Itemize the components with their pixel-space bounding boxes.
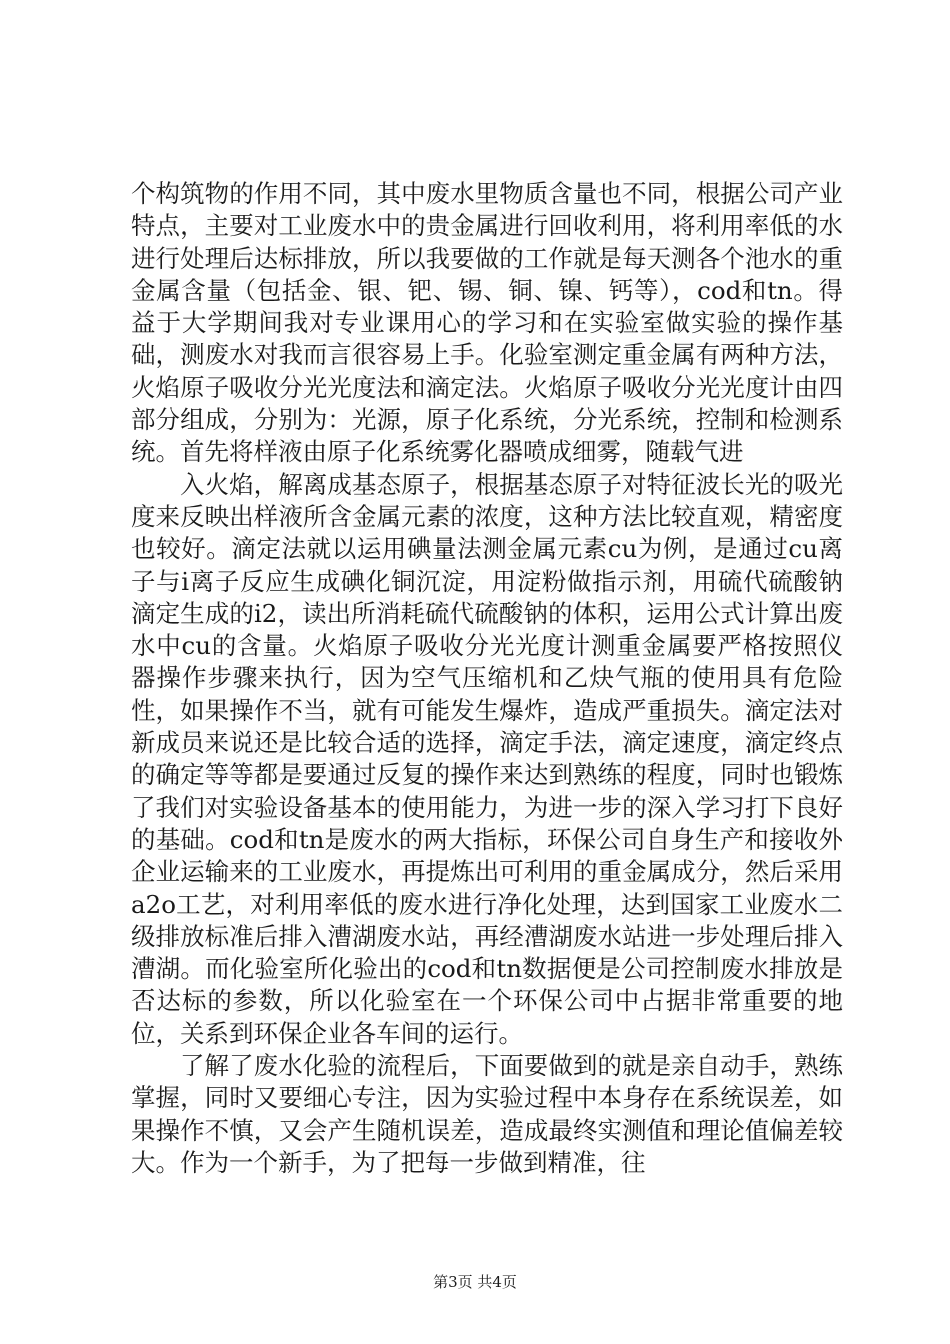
paragraph-1: 个构筑物的作用不同，其中废水里物质含量也不同，根据公司产业特点，主要对工业废水中的贵金属进行回收利用，将利用率低的水进行处理后达标排放，所以我要做的工作就是每天测各个池水的重金属含量（包括金、银、钯、锡、铜、镍、钙等），cod和tn。得益于大学期间我对专业课用心的学习和在实验室做实验的操作基础，测废水对我而言很容易上手。化验室测定重金属有两种方法，火焰原子吸收分光光度法和滴定法。火焰原子吸收分光光度计由四部分组成，分别为：光源，原子化系统，分光系统，控制和检测系统。首先将样液由原子化系统雾化器喷成细雾，随载气进 [131, 179, 843, 467]
page-footer: 第3页 共4页 [433, 1273, 517, 1291]
body-text [131, 178, 843, 1179]
paragraph-3: 了解了废水化验的流程后，下面要做到的就是亲自动手，熟练掌握，同时又要细心专注，因为实验过程中本身存在系统误差，如果操作不慎，又会产生随机误差，造成最终实测值和理论值偏差较大。作为一个新手，为了把每一步做到精准，往 [131, 1051, 843, 1177]
paragraph-2: 入火焰，解离成基态原子，根据基态原子对特征波长光的吸光度来反映出样液所含金属元素的浓度，这种方法比较直观，精密度也较好。滴定法就以运用碘量法测金属元素cu为例，是通过cu离子与i离子反应生成碘化铜沉淀，用淀粉做指示剂，用硫代硫酸钠滴定生成的i2，读出所消耗硫代硫酸钠的体积，运用公式计算出废水中cu的含量。火焰原子吸收分光光度计测重金属要严格按照仪器操作步骤来执行，因为空气压缩机和乙炔气瓶的使用具有危险性，如果操作不当，就有可能发生爆炸，造成严重损失。滴定法对新成员来说还是比较合适的选择，滴定手法，滴定速度，滴定终点的确定等等都是要通过反复的操作来达到熟练的程度，同时也锻炼了我们对实验设备基本的使用能力，为进一步的深入学习打下良好的基础。cod和tn是废水的两大指标，环保公司自身生产和接收外企业运输来的工业废水，再提炼出可利用的重金属成分，然后采用a2o工艺，对利用率低的废水进行净化处理，达到国家工业废水二级排放标准后排入漕湖废水站，再经漕湖废水站进一步处理后排入漕湖。而化验室所化验出的cod和tn数据便是公司控制废水排放是否达标的参数，所以化验室在一个环保公司中占据非常重要的地位，关系到环保企业各车间的运行。 [131, 469, 843, 1048]
